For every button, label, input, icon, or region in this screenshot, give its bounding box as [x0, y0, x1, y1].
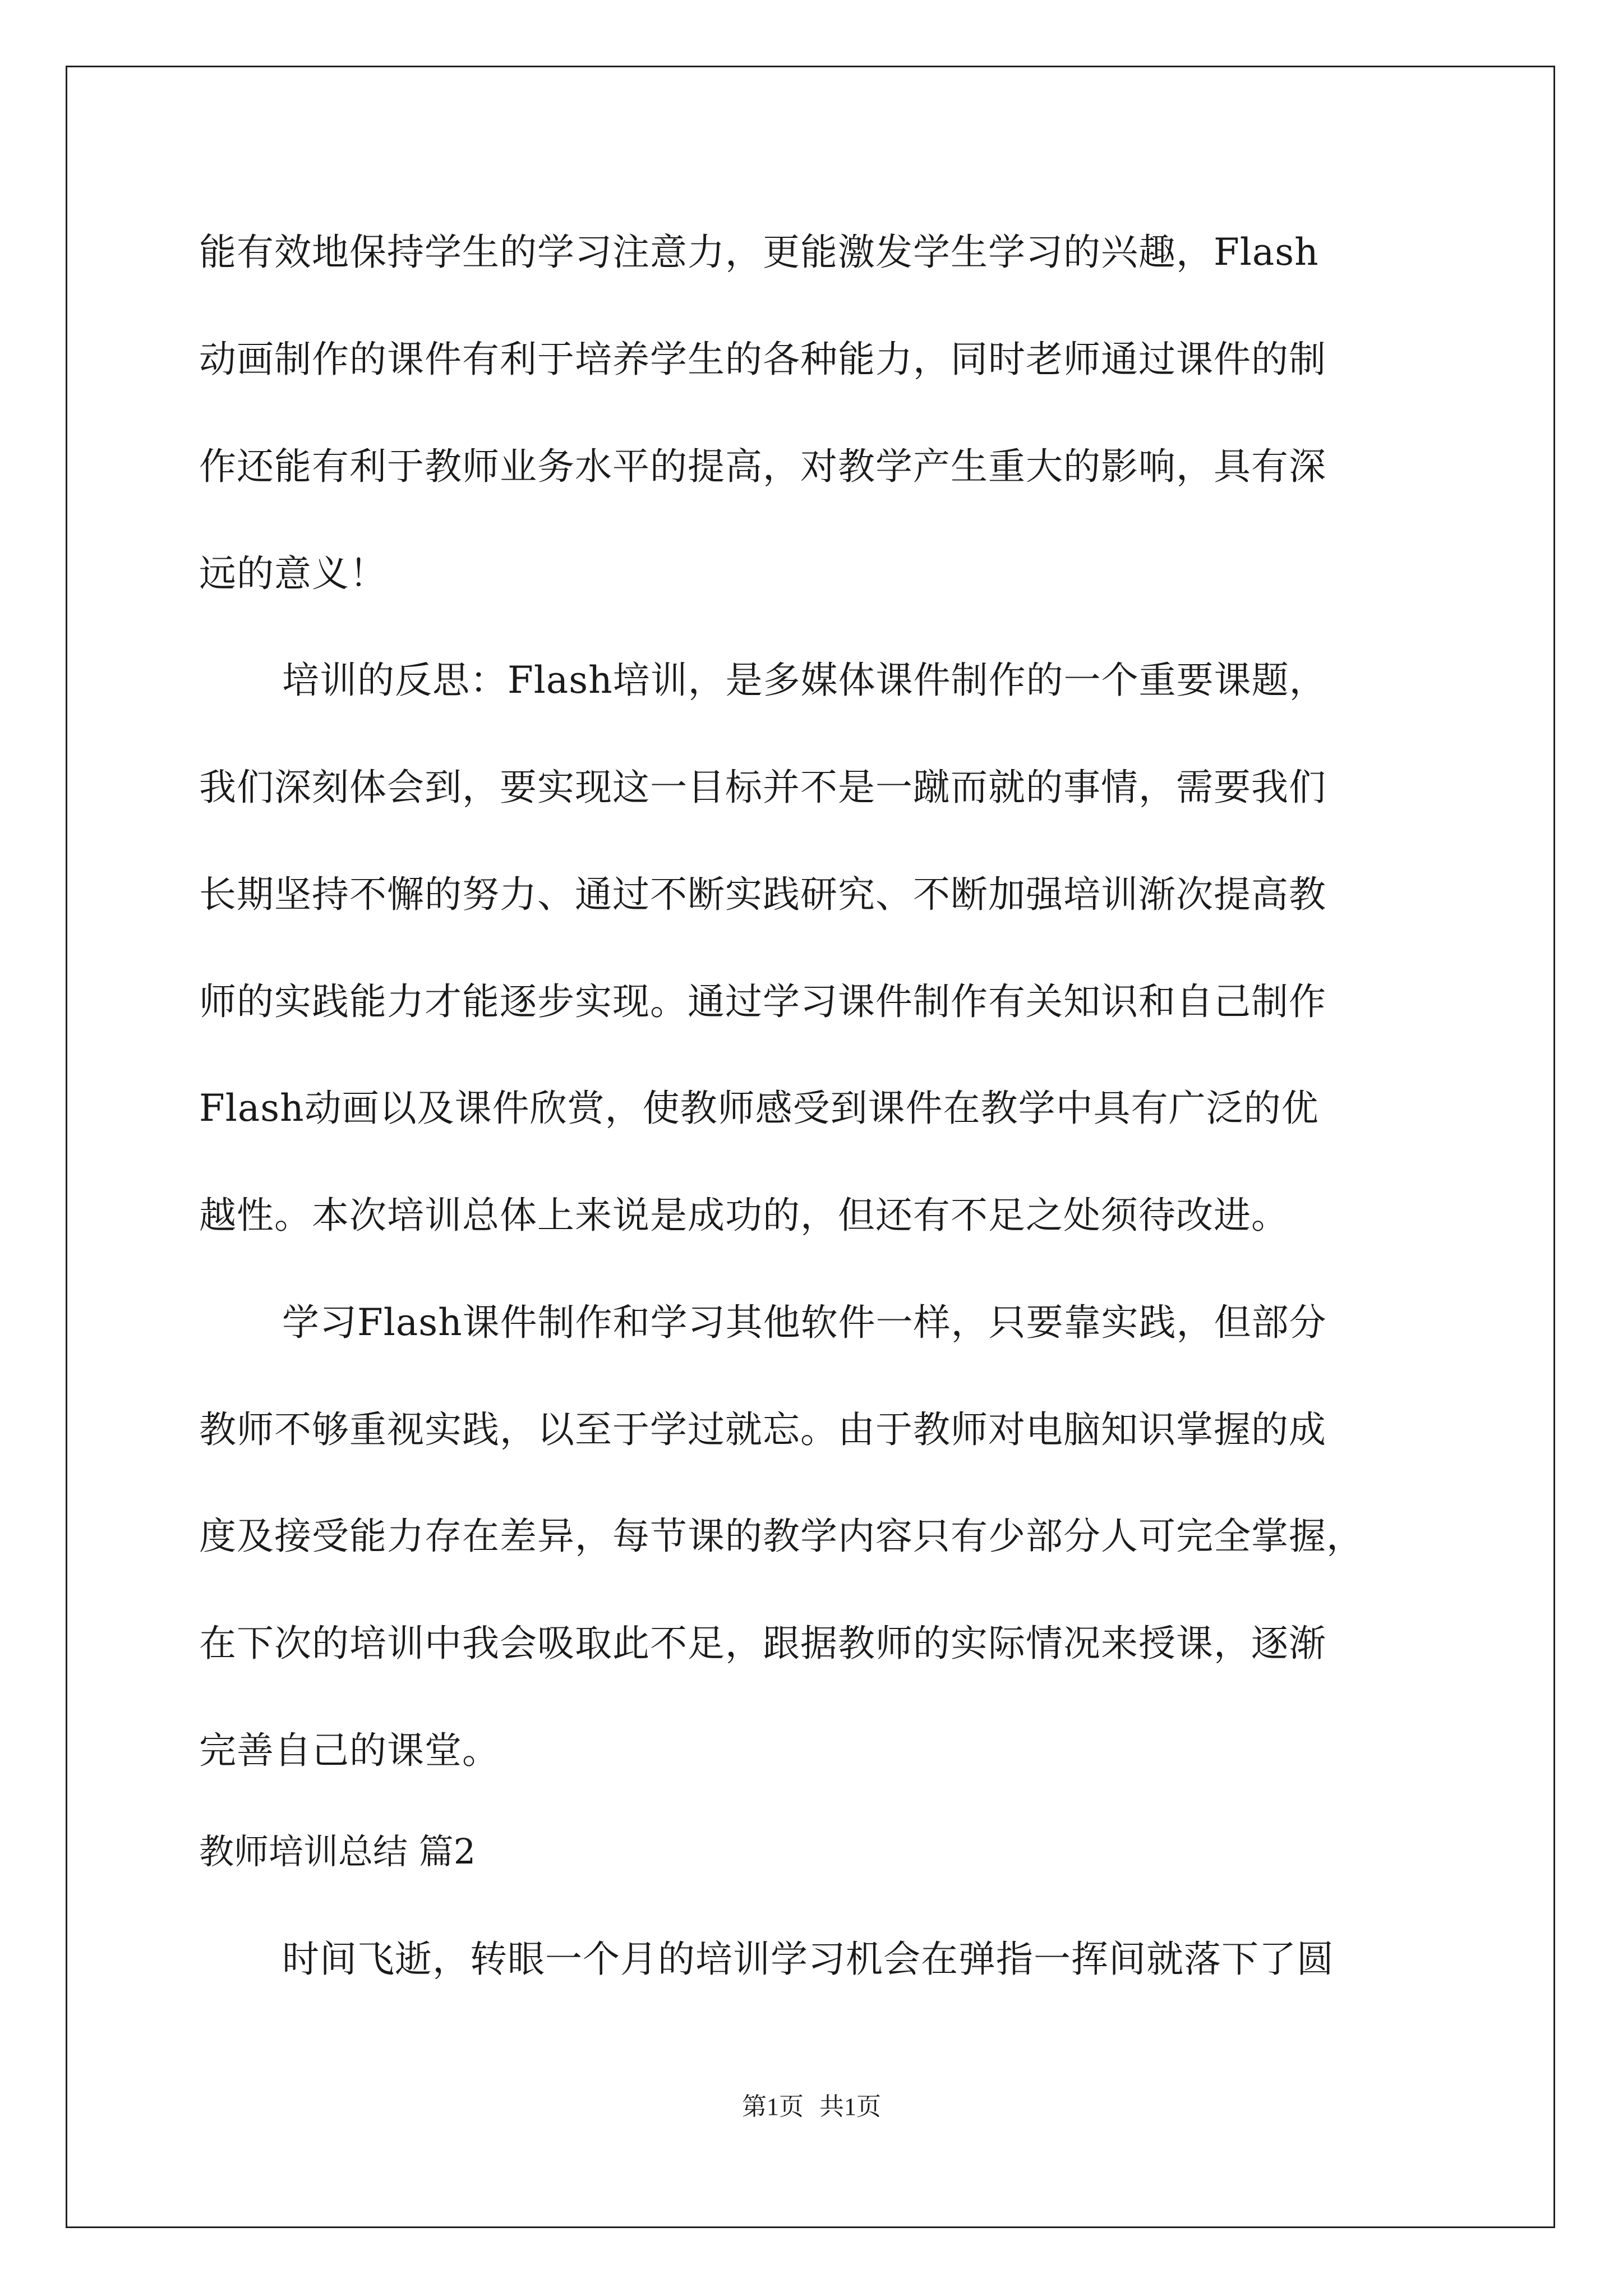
paragraph-line: 动画制作的课件有利于培养学生的各种能力，同时老师通过课件的制 — [199, 338, 1326, 381]
paragraph-line: 作还能有利于教师业务水平的提高，对教学产生重大的影响，具有深 — [199, 445, 1326, 488]
section-heading: 教师培训总结 篇2 — [199, 1831, 476, 1872]
paragraph-line: 在下次的培训中我会吸取此不足，跟据教师的实际情况来授课，逐渐 — [199, 1622, 1326, 1665]
paragraph-line: 完善自己的课堂。 — [199, 1729, 500, 1772]
paragraph-line: 越性。本次培训总体上来说是成功的，但还有不足之处须待改进。 — [199, 1194, 1289, 1237]
page-border — [66, 66, 1555, 2228]
page-number-current: 第1页 — [742, 2093, 804, 2120]
paragraph-line: 远的意义！ — [199, 552, 387, 595]
paragraph-line: 培训的反思：Flash培训，是多媒体课件制作的一个重要课题， — [282, 659, 1327, 702]
paragraph-line: 能有效地保持学生的学习注意力，更能激发学生学习的兴趣，Flash — [199, 231, 1319, 274]
paragraph-line: 长期坚持不懈的努力、通过不断实践研究、不断加强培训渐次提高教 — [199, 873, 1326, 916]
paragraph-line: 时间飞逝，转眼一个月的培训学习机会在弹指一挥间就落下了圆 — [282, 1938, 1334, 1981]
paragraph-line: 教师不够重视实践，以至于学过就忘。由于教师对电脑知识掌握的成 — [199, 1408, 1326, 1451]
page-footer — [0, 2090, 1623, 2124]
page-number-total: 共1页 — [819, 2093, 881, 2120]
paragraph-line: 师的实践能力才能逐步实现。通过学习课件制作有关知识和自己制作 — [199, 980, 1326, 1023]
paragraph-line: 度及接受能力存在差异，每节课的教学内容只有少部分人可完全掌握， — [199, 1515, 1364, 1558]
paragraph-line: 学习Flash课件制作和学习其他软件一样，只要靠实践，但部分 — [282, 1301, 1327, 1344]
paragraph-line: Flash动画以及课件欣赏，使教师感受到课件在教学中具有广泛的优 — [199, 1087, 1319, 1130]
paragraph-line: 我们深刻体会到，要实现这一目标并不是一蹴而就的事情，需要我们 — [199, 766, 1326, 809]
